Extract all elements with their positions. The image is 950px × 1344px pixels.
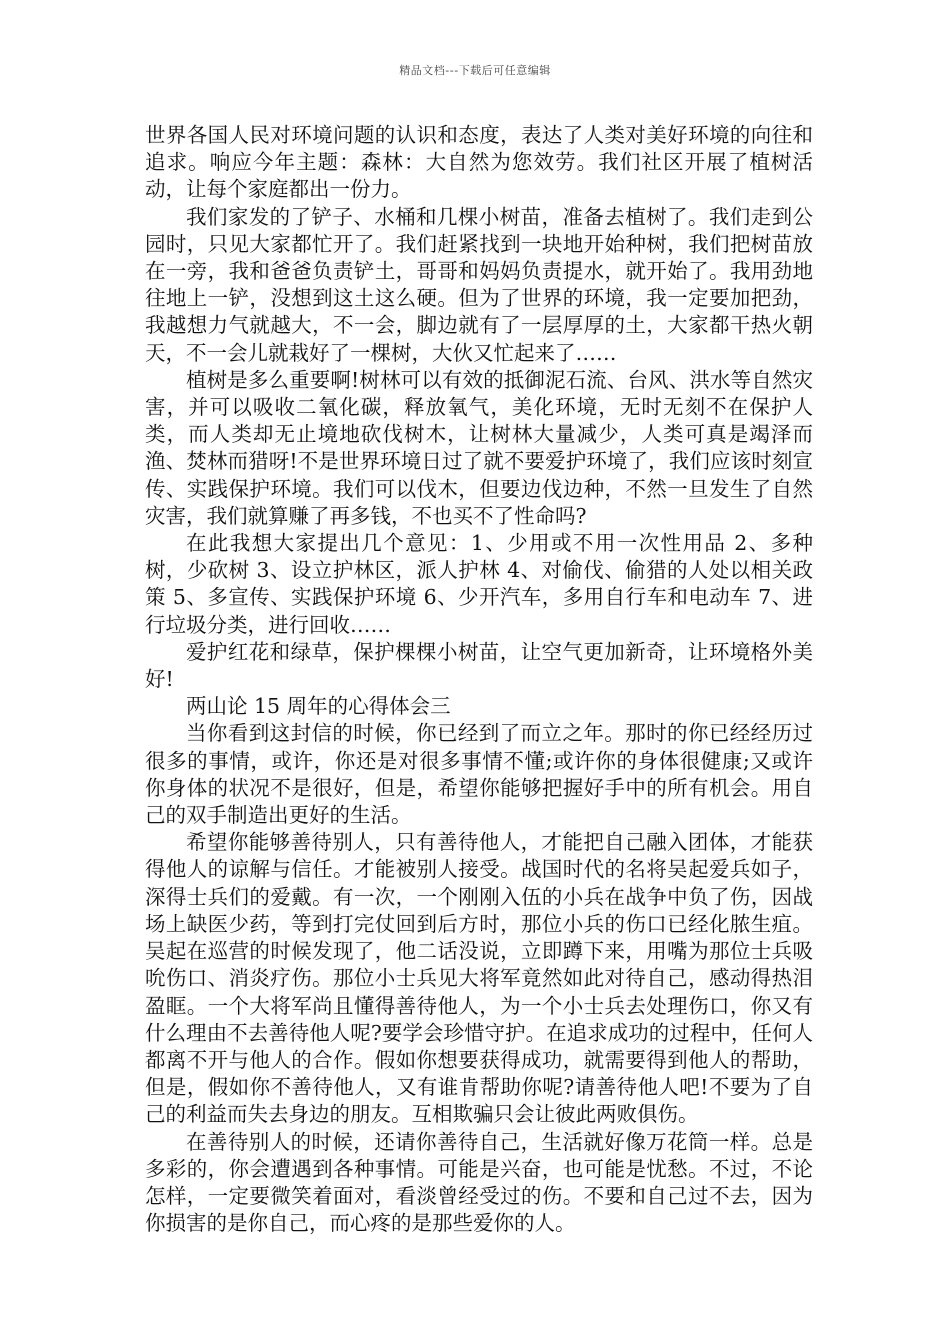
section-heading: 两山论 15 周年的心得体会三	[186, 694, 451, 719]
paragraph-9: 在善待别人的时候，还请你善待自己，生活就好像万花筒一样。总是多彩的，你会遭遇到各种事情。可能是兴奋，也可能是忧愁。不过，不论怎样，一定要微笑着面对，看淡曾经受过的伤。不要和自己过不去，因为你损害的是你自己，而心疼的是那些爱你的人。	[145, 1129, 813, 1236]
paragraph-7: 当你看到这封信的时候，你已经到了而立之年。那时的你已经经历过很多的事情，或许，你还是对很多事情不懂;或许你的身体很健康;又或许你身体的状况不是很好，但是，希望你能够把握好手中的所有机会。用自己的双手制造出更好的生活。	[145, 721, 813, 828]
paragraph-8: 希望你能够善待别人，只有善待他人，才能把自己融入团体，才能获得他人的谅解与信任。才能被别人接受。战国时代的名将吴起爱兵如子，深得士兵们的爱戴。有一次，一个刚刚入伍的小兵在战争中负了伤，因战场上缺医少药，等到打完仗回到后方时，那位小兵的伤口已经化脓生疽。吴起在巡营的时候发现了，他二话没说，立即蹲下来，用嘴为那位士兵吸吮伤口、消炎疗伤。那位小士兵见大将军竟然如此对待自己，感动得热泪盈眶。一个大将军尚且懂得善待他人，为一个小士兵去处理伤口，你又有什么理由不去善待他人呢?要学会珍惜守护。在追求成功的过程中，任何人都离不开与他人的合作。假如你想要获得成功，就需要得到他人的帮助，但是，假如你不善待他人，又有谁肯帮助你呢?请善待他人吧!不要为了自己的利益而失去身边的朋友。互相欺骗只会让彼此两败俱伤。	[145, 830, 813, 1127]
paragraph-3: 植树是多么重要啊!树林可以有效的抵御泥石流、台风、洪水等自然灾害，并可以吸收二氧化碳，释放氧气，美化环境，无时无刻不在保护人类，而人类却无止境地砍伐树木，让树林大量减少，人类可真是竭泽而渔、焚林而猎呀!不是世界环境日过了就不要爱护环境了，我们应该时刻宣传、实践保护环境。我们可以伐木，但要边伐边种，不然一旦发生了自然灾害，我们就算赚了再多钱，不也买不了性命吗?	[145, 367, 813, 528]
paragraph-5: 爱护红花和绿草，保护棵棵小树苗，让空气更加新奇，让环境格外美好!	[145, 639, 813, 692]
paragraph-4: 在此我想大家提出几个意见：1、少用或不用一次性用品 2、多种树，少砍树 3、设立护林区，派人护林 4、对偷伐、偷猎的人处以相关政策 5、多宣传、实践保护环境 6、少开汽车，多用自行车和电动车 7、进行垃圾分类，进行回收……	[145, 531, 813, 637]
page-header: 精品文档---下载后可任意编辑	[399, 64, 551, 77]
document-body	[145, 122, 813, 1237]
paragraph-1: 世界各国人民对环境问题的认识和态度，表达了人类对美好环境的向往和追求。响应今年主题：森林：大自然为您效劳。我们社区开展了植树活动，让每个家庭都出一份力。	[145, 123, 813, 202]
paragraph-2: 我们家发的了铲子、水桶和几棵小树苗，准备去植树了。我们走到公园时，只见大家都忙开了。我们赶紧找到一块地开始种树，我们把树苗放在一旁，我和爸爸负责铲土，哥哥和妈妈负责提水，就开始了。我用劲地往地上一铲，没想到这土这么硬。但为了世界的环境，我一定要加把劲，我越想力气就越大，不一会，脚边就有了一层厚厚的土，大家都干热火朝天，不一会儿就栽好了一棵树，大伙又忙起来了……	[145, 204, 813, 365]
